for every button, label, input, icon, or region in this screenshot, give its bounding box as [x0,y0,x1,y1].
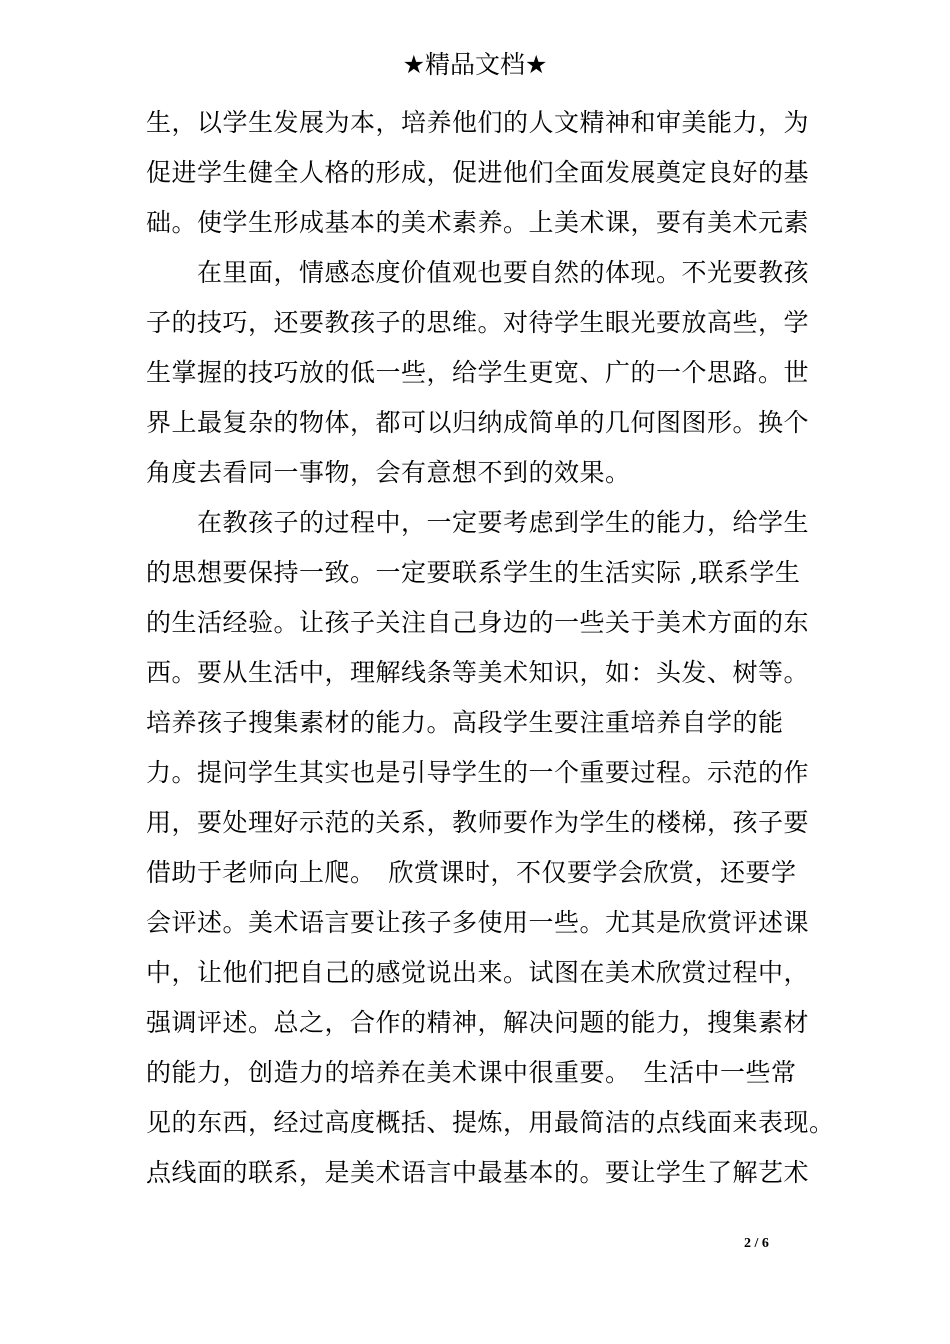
text-line: 培养孩子搜集素材的能力。高段学生要注重培养自学的能 [146,708,784,737]
text-line: 点线面的联系，是美术语言中最基本的。要让学生了解艺术 [146,1158,810,1187]
text-line: 力。提问学生其实也是引导学生的一个重要过程。示范的作 [146,758,810,787]
text-line: 础。使学生形成基本的美术素养。上美术课，要有美术元素 [146,208,810,237]
text-line: 西。要从生活中，理解线条等美术知识，如：头发、树等。 [146,658,810,687]
text-line: 促进学生健全人格的形成，促进他们全面发展奠定良好的基 [146,158,810,187]
page-number: 2 / 6 [744,1236,769,1251]
text-line: 中，让他们把自己的感觉说出来。试图在美术欣赏过程中， [146,958,810,987]
text-line: 强调评述。总之，合作的精神，解决问题的能力，搜集素材 [146,1008,810,1037]
text-line: 借助于老师向上爬。 欣赏课时，不仅要学会欣赏，还要学 [146,858,797,887]
text-line: 的思想要保持一致。一定要联系学生的生活实际 ,联系学生 [146,558,801,587]
text-line: 子的技巧，还要教孩子的思维。对待学生眼光要放高些，学 [146,308,810,337]
text-line: 见的东西，经过高度概括、提炼，用最简洁的点线面来表现。 [146,1108,835,1137]
text-line: 用，要处理好示范的关系，教师要作为学生的楼梯，孩子要 [146,808,810,837]
text-line: 的能力，创造力的培养在美术课中很重要。 生活中一些常 [146,1058,797,1087]
text-line: 生掌握的技巧放的低一些，给学生更宽、广的一个思路。世 [146,358,810,387]
text-line: 角度去看同一事物，会有意想不到的效果。 [146,458,631,487]
text-line: 界上最复杂的物体，都可以归纳成简单的几何图图形。换个 [146,408,810,437]
text-line: 会评述。美术语言要让孩子多使用一些。尤其是欣赏评述课 [146,908,810,937]
body-text [146,98,835,1198]
text-line: 在教孩子的过程中，一定要考虑到学生的能力，给学生 [146,508,810,537]
page-header: ★精品文档★ [402,50,548,79]
text-line: 生，以学生发展为本，培养他们的人文精神和审美能力，为 [146,108,810,137]
text-line: 在里面，情感态度价值观也要自然的体现。不光要教孩 [146,258,810,287]
text-line: 的生活经验。让孩子关注自己身边的一些关于美术方面的东 [146,608,810,637]
